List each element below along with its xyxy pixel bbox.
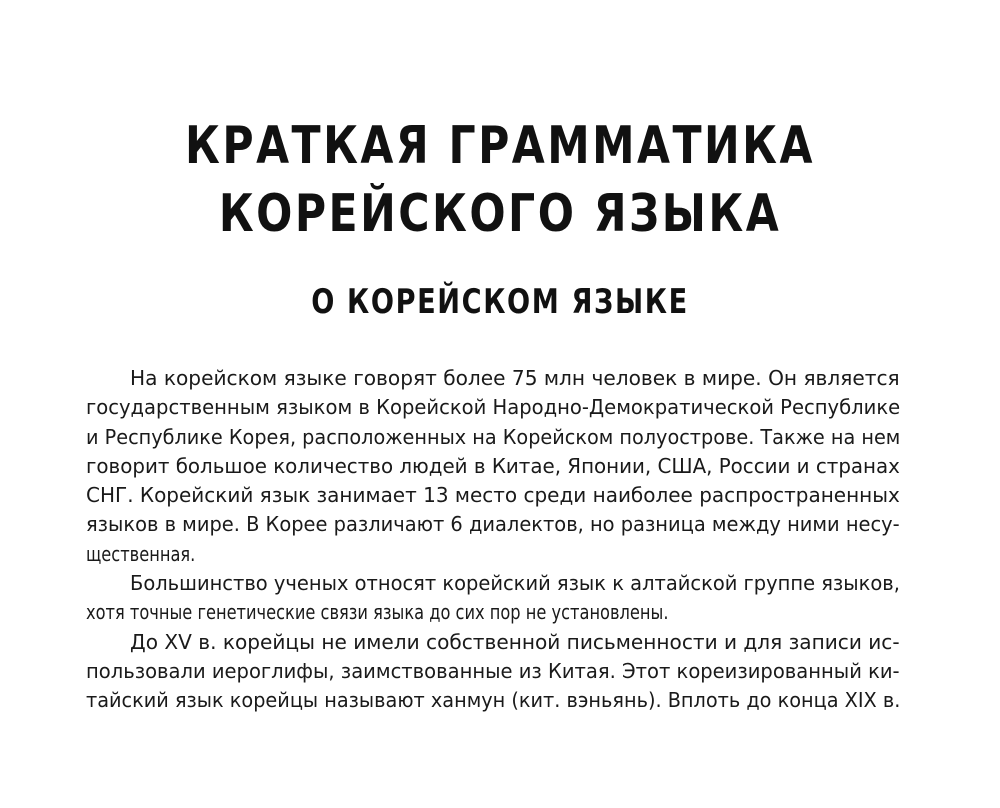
text-line: Большинство ученых относят корейский язык к алтайской группе языков, bbox=[130, 571, 900, 596]
chapter-title bbox=[90, 112, 910, 248]
text-line: хотя точные генетические связи языка до сих пор не установлены. bbox=[86, 600, 669, 625]
text-line: и Республике Корея, расположенных на Корейском полуострове. Также на нем bbox=[86, 424, 901, 449]
body-text bbox=[86, 364, 900, 716]
text-line: До XV в. корейцы не имели собственной письменности и для записи ис- bbox=[130, 629, 900, 654]
text-line: языков в мире. В Корее различают 6 диалектов, но разница между ними несу- bbox=[86, 512, 900, 537]
text-line: говорит большое количество людей в Китае, Японии, США, России и странах bbox=[86, 453, 900, 478]
text-line: СНГ. Корейский язык занимает 13 место среди наиболее распространенных bbox=[86, 483, 900, 508]
text-line: На корейском языке говорят более 75 млн человек в мире. Он является bbox=[130, 366, 900, 390]
text-line: государственным языком в Корейской Народно-Демократической Республике bbox=[86, 395, 901, 420]
text-line: тайский язык корейцы называют ханмун (кит. вэньянь). Вплоть до конца XIX в. bbox=[86, 688, 901, 713]
chapter-title-line-1: КРАТКАЯ ГРАММАТИКА bbox=[185, 116, 815, 176]
section-heading: О КОРЕЙСКОМ ЯЗЫКЕ bbox=[311, 282, 689, 322]
text-line: пользовали иероглифы, заимствованные из Китая. Этот кореизированный ки- bbox=[86, 658, 900, 683]
chapter-title-line-2: КОРЕЙСКОГО ЯЗЫКА bbox=[218, 184, 782, 244]
text-line: щественная. bbox=[86, 541, 196, 566]
